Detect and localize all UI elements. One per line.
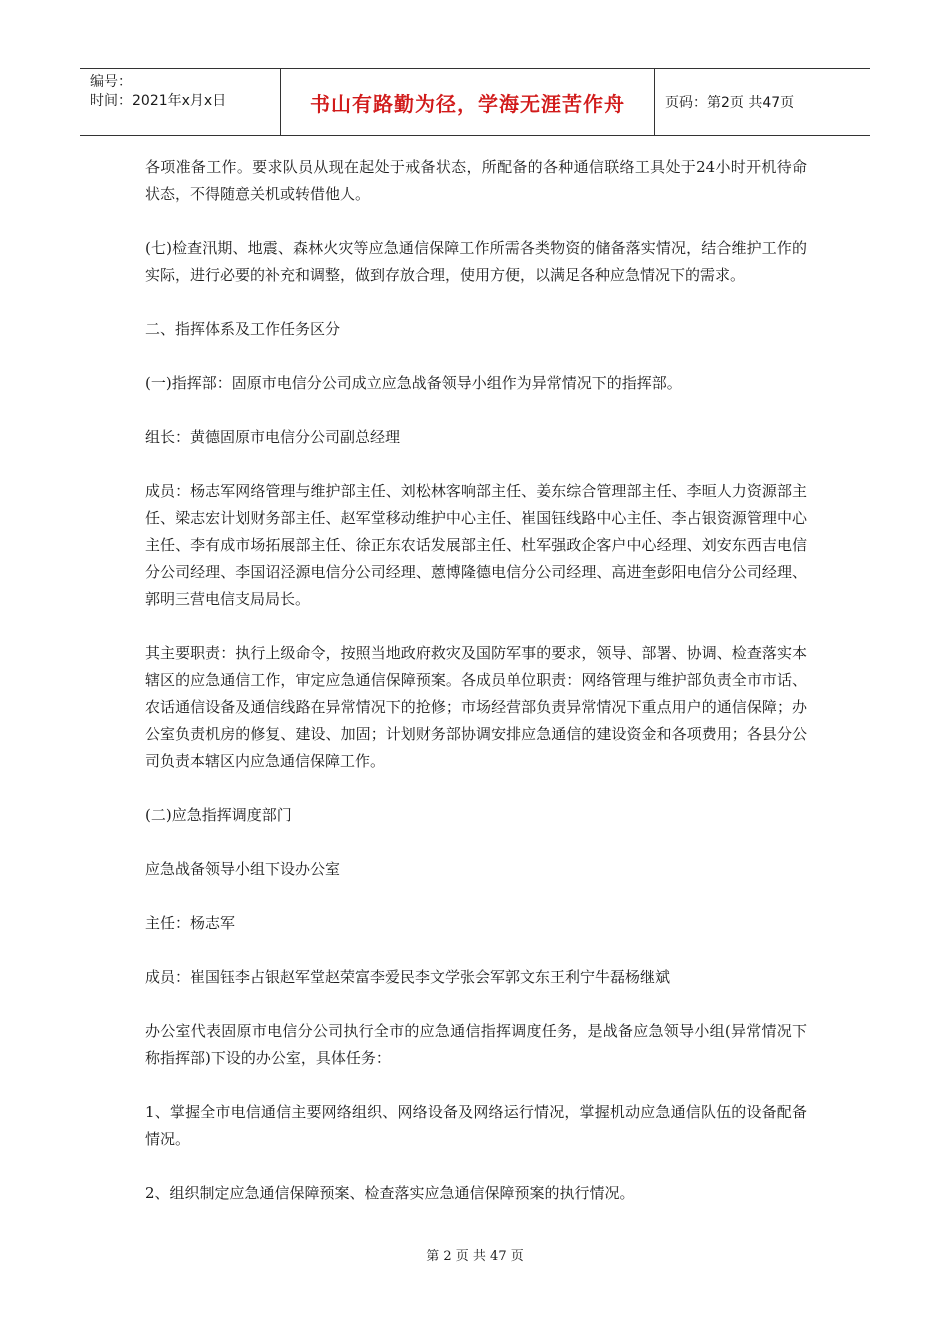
header-page-info: 页码：第2页 共47页 — [665, 95, 795, 111]
section-heading: 二、指挥体系及工作任务区分 — [145, 320, 341, 338]
paragraph: 其主要职责：执行上级命令，按照当地政府救灾及国防军事的要求，领导、部署、协调、检查落实本辖区的应急通信工作，审定应急通信保障预案。各成员单位职责：网络管理与维护部负责全市市话、农话通信设备及通信线路在异常情况下的抢修；市场经营部负责异常情况下重点用户的通信保障；办公室负责机房的修复、建设、加固；计划财务部协调安排应急通信的建设资金和各项费用；各县分公司负责本辖区内应急通信保障工作。 — [145, 644, 807, 770]
paragraph: 1、掌握全市电信通信主要网络组织、网络设备及网络运行情况，掌握机动应急通信队伍的设备配备情况。 — [145, 1103, 807, 1148]
header-meta — [80, 69, 281, 135]
paragraph: (七)检查汛期、地震、森林火灾等应急通信保障工作所需各类物资的储备落实情况，结合维护工作的实际，进行必要的补充和调整，做到存放合理，使用方便，以满足各种应急情况下的需求。 — [145, 239, 807, 284]
paragraph: 各项准备工作。要求队员从现在起处于戒备状态，所配备的各种通信联络工具处于24小时开机待命状态，不得随意关机或转借他人。 — [145, 158, 807, 203]
paragraph: 成员：崔国钰李占银赵军堂赵荣富李爱民李文学张会军郭文东王利宁牛磊杨继斌 — [145, 968, 671, 986]
number-label: 编号： — [90, 74, 132, 90]
paragraph: 组长：黄德固原市电信分公司副总经理 — [145, 428, 401, 446]
paragraph: (一)指挥部：固原市电信分公司成立应急战备领导小组作为异常情况下的指挥部。 — [145, 374, 682, 392]
paragraph: (二)应急指挥调度部门 — [145, 806, 292, 824]
paragraph: 办公室代表固原市电信分公司执行全市的应急通信指挥调度任务，是战备应急领导小组(异常情况下称指挥部)下设的办公室，具体任务： — [145, 1022, 807, 1067]
paragraph: 成员：杨志军网络管理与维护部主任、刘松林客响部主任、姜东综合管理部主任、李晅人力资源部主任、梁志宏计划财务部主任、赵军堂移动维护中心主任、崔国钰线路中心主任、李占银资源管理中心主任、李有成市场拓展部主任、徐正东农话发展部主任、杜军强政企客户中心经理、刘安东西吉电信分公司经理、李国诏泾源电信分公司经理、蒽博隆德电信分公司经理、高进奎彭阳电信分公司经理、郭明三营电信支局局长。 — [145, 482, 807, 608]
paragraph: 主任：杨志军 — [145, 914, 236, 932]
document-body — [145, 154, 807, 1234]
time-label: 时间：2021年x月x日 — [90, 93, 227, 109]
page-header — [80, 68, 870, 136]
page-footer: 第 2 页 共 47 页 — [426, 1249, 524, 1264]
paragraph: 2、组织制定应急通信保障预案、检查落实应急通信保障预案的执行情况。 — [145, 1184, 635, 1202]
paragraph: 应急战备领导小组下设办公室 — [145, 860, 341, 878]
header-motto: 书山有路勤为径，学海无涯苦作舟 — [281, 69, 655, 135]
